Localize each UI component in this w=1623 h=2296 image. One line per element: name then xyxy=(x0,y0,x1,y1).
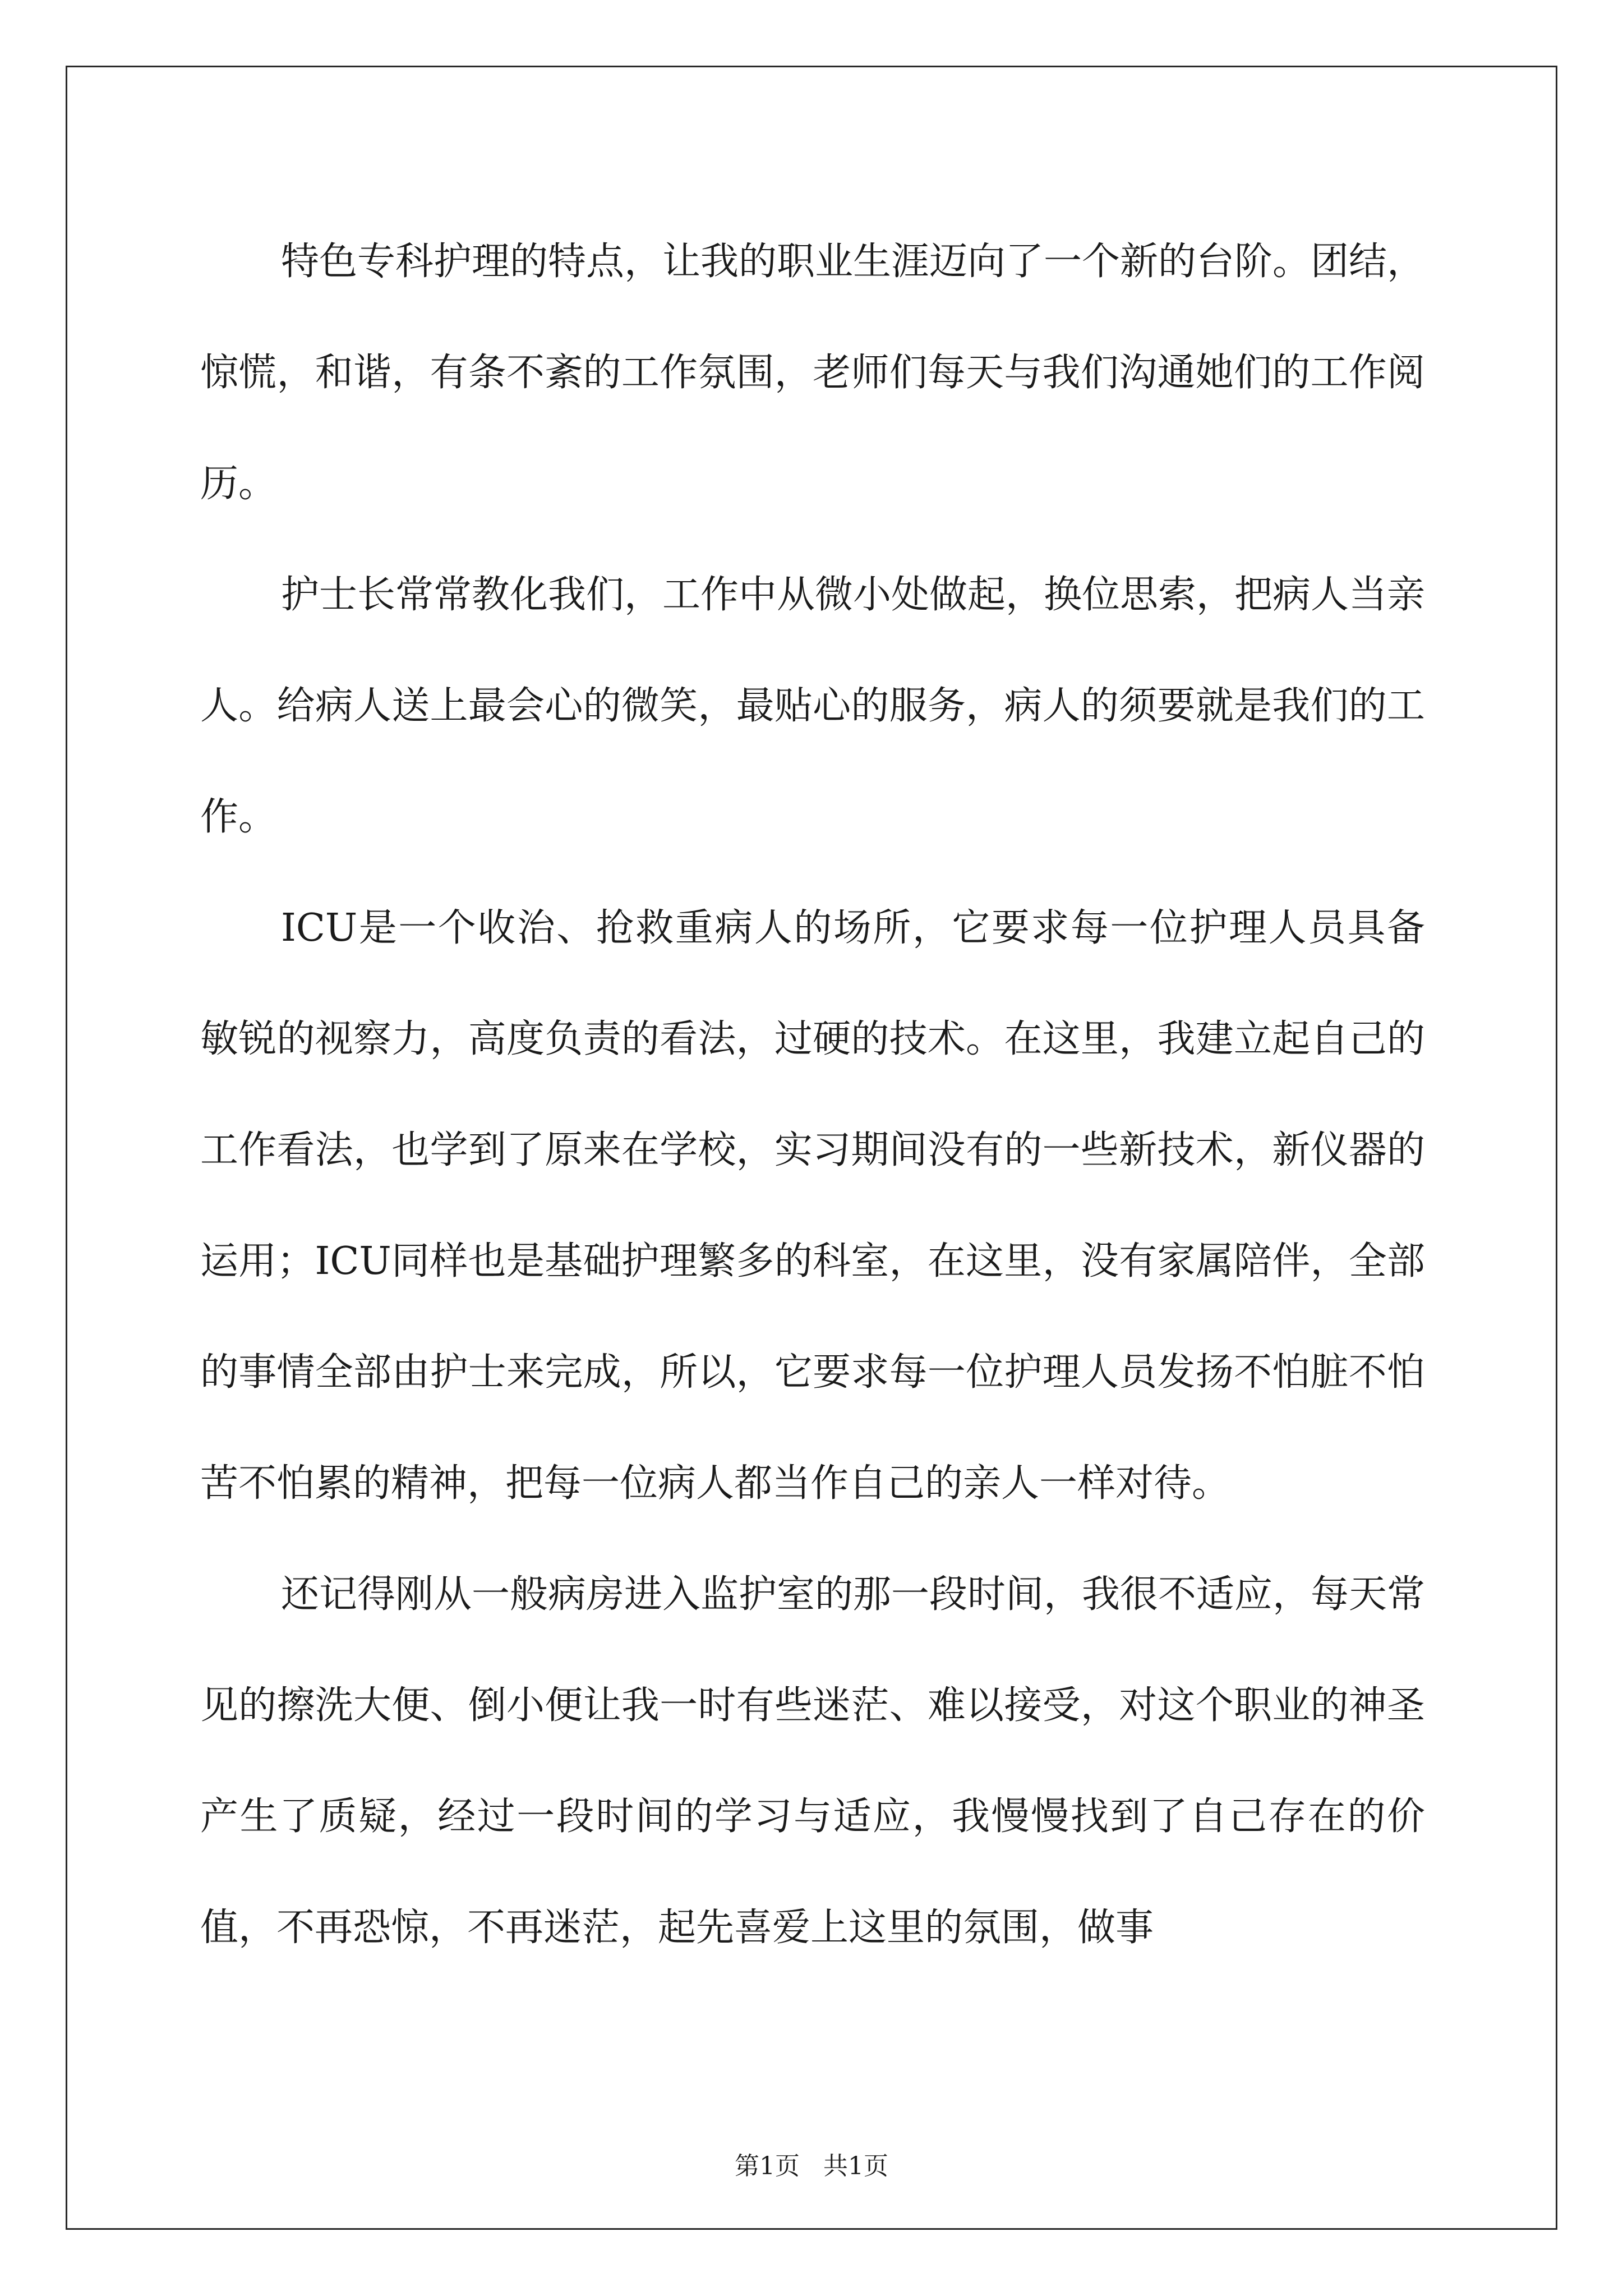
paragraph-4: 还记得刚从一般病房进入监护室的那一段时间，我很不适应，每天常见的擦洗大便、倒小便让我一时有些迷茫、难以接受，对这个职业的神圣产生了质疑，经过一段时间的学习与适应，我慢慢找到了自己存在的价值，不再恐惊，不再迷茫，起先喜爱上这里的氛围，做事 xyxy=(200,1572,1426,1950)
page-footer: 第1页 共1页 xyxy=(735,2152,888,2180)
paragraph-2: 护士长常常教化我们，工作中从微小处做起，换位思索，把病人当亲人。给病人送上最会心的微笑，最贴心的服务，病人的须要就是我们的工作。 xyxy=(200,573,1426,839)
paragraph-3: ICU是一个收治、抢救重病人的场所，它要求每一位护理人员具备敏锐的视察力，高度负责的看法，过硬的技术。在这里，我建立起自己的工作看法，也学到了原来在学校，实习期间没有的一些新技术，新仪器的运用；ICU同样也是基础护理繁多的科室，在这里，没有家属陪伴，全部的事情全部由护士来完成，所以，它要求每一位护理人员发扬不怕脏不怕苦不怕累的精神，把每一位病人都当作自己的亲人一样对待。 xyxy=(200,906,1425,1506)
document-body xyxy=(200,206,1425,1984)
paragraph-1: 特色专科护理的特点，让我的职业生涯迈向了一个新的台阶。团结，惊慌，和谐，有条不紊的工作氛围，老师们每天与我们沟通她们的工作阅历。 xyxy=(200,240,1426,506)
